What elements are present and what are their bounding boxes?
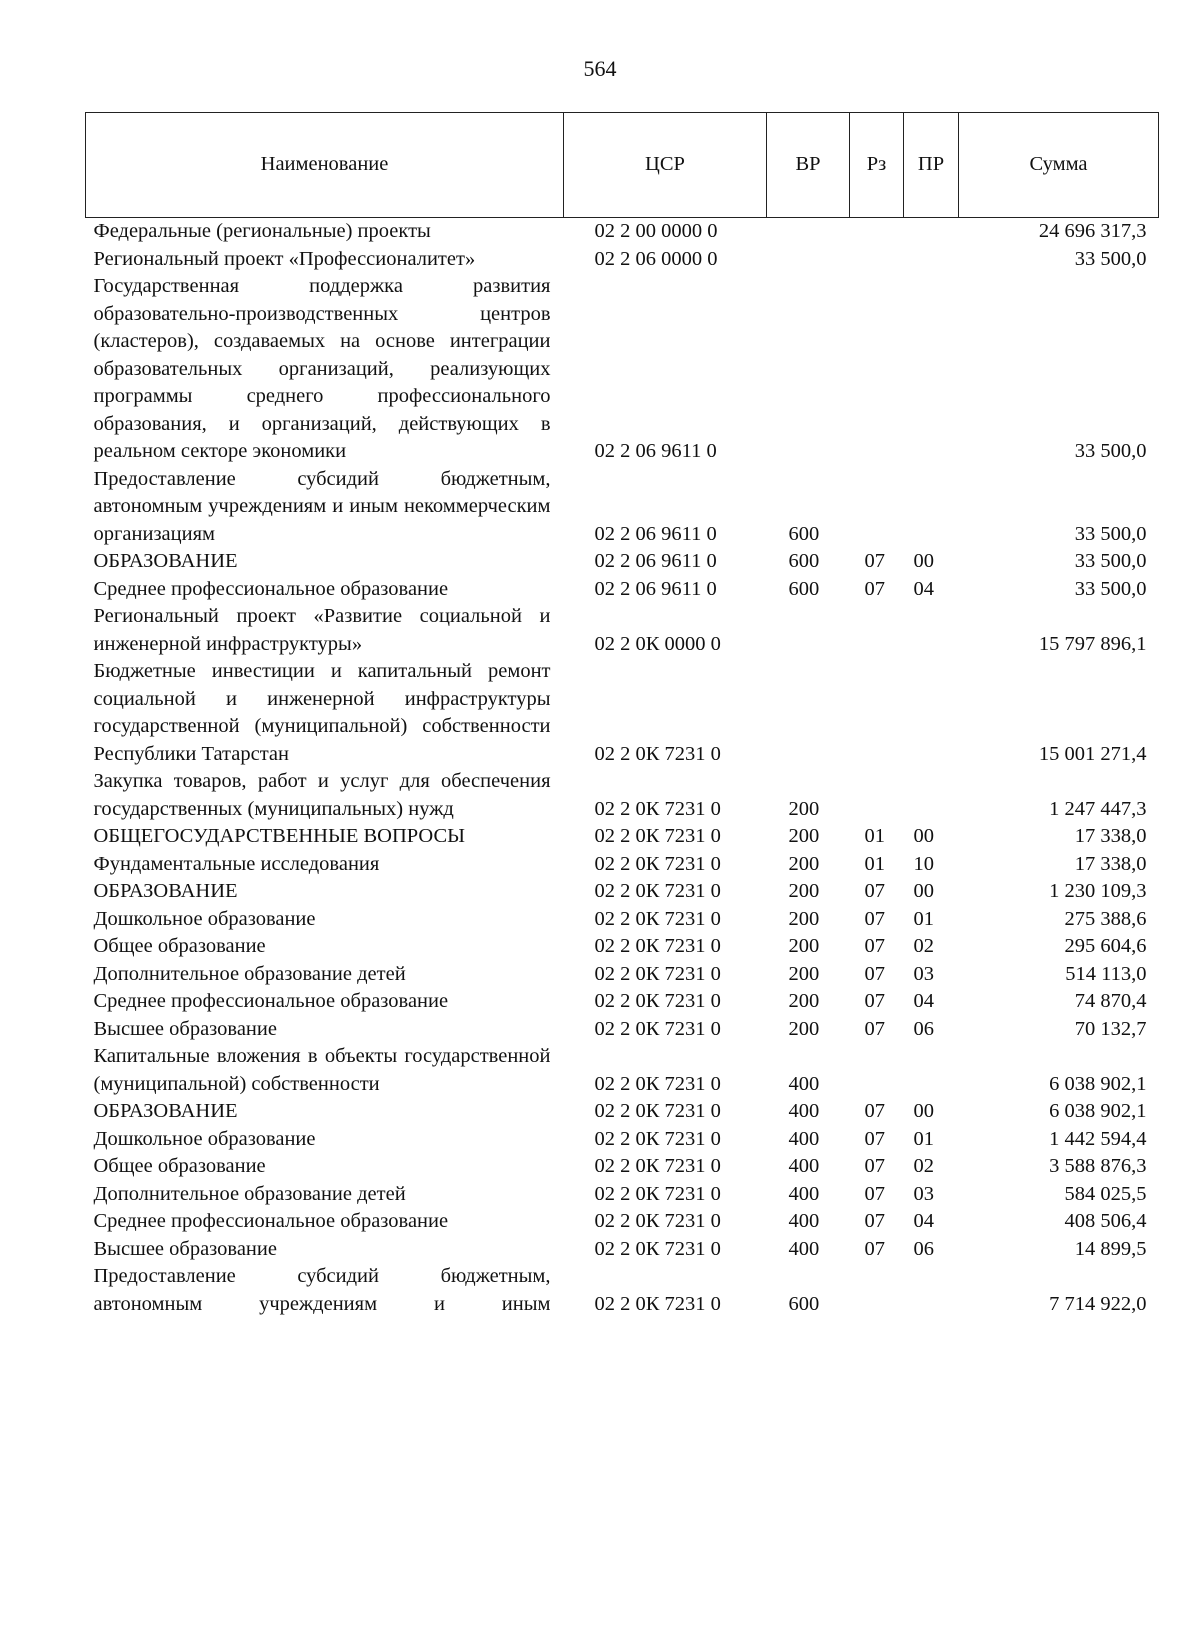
cell-sum: 295 604,6 [1064,935,1147,957]
cell-rz: 07 [864,1155,885,1177]
table-row [86,1043,1159,1098]
cell-sum: 7 714 922,0 [1049,1292,1147,1315]
cell-sum: 15 797 896,1 [1038,632,1147,655]
page-number: 564 [583,56,617,81]
table-row [86,1016,1159,1044]
cell-csr: 02 2 0К 7231 0 [594,1127,721,1150]
cell-vr: 400 [788,1072,820,1095]
cell-name: Общее образование [93,935,266,957]
cell-pr [904,1043,959,1098]
table-row [86,988,1159,1016]
cell-name: Общее образование [93,1155,266,1177]
cell-csr: 02 2 0К 7231 0 [594,880,721,902]
header-name: Наименование [86,113,564,218]
cell-csr: 02 2 0К 7231 0 [594,1155,721,1177]
cell-name: Государственная поддержка развития образовательно-производственных центров (кластеров), создаваемых на основе интеграции образовательных организаций, реализующих программы среднего профессионального образования, и организаций, действующих в реальном секторе экономики [93,275,551,462]
table-row [86,1153,1159,1181]
cell-sum: 1 247 447,3 [1049,797,1147,820]
cell-rz: 01 [864,852,885,875]
cell-pr [904,768,959,823]
table-header [86,113,1159,218]
cell-pr: 04 [913,577,934,600]
cell-name: Предоставление субсидий бюджетным, автономным учреждениям и иным [93,1265,551,1315]
cell-name: Дошкольное образование [93,907,316,930]
cell-csr: 02 2 0К 7231 0 [594,1072,721,1095]
cell-vr: 400 [788,1210,820,1232]
table-row [86,1208,1159,1236]
header-pr: ПР [904,113,959,218]
cell-name: ОБРАЗОВАНИЕ [93,550,238,572]
cell-vr: 600 [788,550,820,572]
cell-name: Федеральные (региональные) проекты [93,220,431,242]
cell-csr: 02 2 0К 7231 0 [594,1237,721,1260]
cell-vr: 200 [788,880,820,902]
table-row [86,466,1159,549]
cell-vr: 400 [788,1182,820,1205]
cell-csr: 02 2 0К 7231 0 [594,797,721,820]
cell-sum: 1 442 594,4 [1049,1127,1147,1150]
cell-pr [904,466,959,549]
cell-csr: 02 2 0К 7231 0 [594,1100,721,1122]
cell-vr: 400 [788,1100,820,1122]
cell-pr [904,246,959,274]
cell-rz: 07 [864,1237,885,1260]
header-vr: ВР [767,113,850,218]
cell-sum: 33 500,0 [1074,550,1147,572]
cell-csr: 02 2 0К 7231 0 [594,852,721,875]
cell-pr [904,273,959,466]
cell-pr: 04 [913,990,934,1012]
cell-csr: 02 2 0К 7231 0 [594,907,721,930]
table-row [86,576,1159,604]
table-row [86,1181,1159,1209]
cell-vr: 200 [788,1017,820,1040]
cell-vr [767,603,850,658]
cell-sum: 3 588 876,3 [1049,1155,1147,1177]
cell-rz [850,218,904,246]
cell-vr: 200 [788,935,820,957]
cell-name: Капитальные вложения в объекты государственной (муниципальной) собственности [93,1045,551,1095]
cell-sum: 33 500,0 [1074,522,1147,545]
cell-csr: 02 2 0К 7231 0 [594,1292,721,1315]
cell-name: Среднее профессиональное образование [93,1210,449,1232]
cell-sum: 15 001 271,4 [1038,742,1147,765]
table-row [86,1126,1159,1154]
cell-rz: 07 [864,990,885,1012]
cell-vr [767,658,850,768]
cell-vr [767,218,850,246]
table-row [86,658,1159,768]
cell-sum: 17 338,0 [1074,825,1147,847]
cell-pr: 00 [913,880,934,902]
table-row [86,1098,1159,1126]
cell-name: Закупка товаров, работ и услуг для обеспечения государственных (муниципальных) нужд [93,770,551,820]
table-row [86,218,1159,246]
cell-csr: 02 2 06 9611 0 [594,577,717,600]
cell-name: Дошкольное образование [93,1127,316,1150]
cell-name: Дополнительное образование детей [93,1182,406,1205]
cell-pr [904,658,959,768]
cell-csr: 02 2 06 0000 0 [594,247,718,270]
cell-vr: 200 [788,825,820,847]
cell-name: Высшее образование [93,1237,277,1260]
cell-pr: 03 [913,962,934,985]
table-row [86,1263,1159,1318]
cell-pr: 01 [913,907,934,930]
header-sum: Сумма [959,113,1159,218]
cell-sum: 24 696 317,3 [1038,220,1147,242]
cell-csr: 02 2 06 9611 0 [594,550,717,572]
cell-vr: 400 [788,1237,820,1260]
cell-csr: 02 2 0К 0000 0 [594,632,721,655]
cell-sum: 1 230 109,3 [1049,880,1147,902]
cell-rz [850,1043,904,1098]
cell-pr: 06 [913,1017,934,1040]
table-row [86,878,1159,906]
cell-sum: 6 038 902,1 [1049,1100,1147,1122]
cell-sum: 33 500,0 [1074,440,1147,462]
cell-csr: 02 2 0К 7231 0 [594,962,721,985]
cell-pr: 03 [913,1182,934,1205]
cell-vr: 200 [788,852,820,875]
cell-sum: 33 500,0 [1074,247,1147,270]
cell-rz [850,603,904,658]
table-row [86,603,1159,658]
cell-rz: 07 [864,935,885,957]
cell-rz [850,273,904,466]
cell-name: Дополнительное образование детей [93,962,406,985]
table-row [86,246,1159,274]
cell-csr: 02 2 06 9611 0 [594,440,717,462]
budget-table [85,112,1159,1318]
cell-sum: 584 025,5 [1064,1182,1147,1205]
cell-csr: 02 2 0К 7231 0 [594,825,721,847]
cell-sum: 17 338,0 [1074,852,1147,875]
cell-vr: 400 [788,1127,820,1150]
table-row [86,273,1159,466]
table-row [86,851,1159,879]
table-body [86,218,1159,1319]
cell-name: ОБЩЕГОСУДАРСТВЕННЫЕ ВОПРОСЫ [93,825,466,847]
cell-sum: 74 870,4 [1074,990,1147,1012]
cell-pr: 00 [913,825,934,847]
cell-name: Региональный проект «Развитие социальной и инженерной инфраструктуры» [93,605,551,655]
cell-csr: 02 2 0К 7231 0 [594,935,721,957]
cell-rz [850,466,904,549]
cell-vr: 600 [788,522,820,545]
cell-sum: 70 132,7 [1074,1017,1147,1040]
cell-vr: 200 [788,797,820,820]
cell-sum: 14 899,5 [1074,1237,1147,1260]
cell-rz [850,768,904,823]
cell-pr: 02 [913,935,934,957]
cell-vr [767,246,850,274]
table-row [86,906,1159,934]
table-row [86,823,1159,851]
cell-rz: 07 [864,1100,885,1122]
cell-rz: 07 [864,577,885,600]
cell-vr: 200 [788,907,820,930]
cell-rz: 07 [864,907,885,930]
cell-csr: 02 2 0К 7231 0 [594,742,721,765]
cell-pr [904,1263,959,1318]
cell-vr: 600 [788,577,820,600]
cell-sum: 408 506,4 [1064,1210,1147,1232]
cell-rz [850,658,904,768]
cell-vr: 400 [788,1155,820,1177]
cell-pr: 00 [913,1100,934,1122]
cell-csr: 02 2 0К 7231 0 [594,990,721,1012]
cell-name: Предоставление субсидий бюджетным, автономным учреждениям и иным некоммерческим организациям [93,467,551,545]
cell-pr [904,603,959,658]
cell-rz: 07 [864,962,885,985]
cell-vr: 200 [788,990,820,1012]
table-row [86,548,1159,576]
cell-sum: 6 038 902,1 [1049,1072,1147,1095]
cell-csr: 02 2 0К 7231 0 [594,1182,721,1205]
header-csr: ЦСР [564,113,767,218]
cell-pr [904,218,959,246]
table-row [86,933,1159,961]
cell-pr: 06 [913,1237,934,1260]
cell-pr: 10 [913,852,934,875]
cell-sum: 275 388,6 [1064,907,1147,930]
cell-name: ОБРАЗОВАНИЕ [93,1100,238,1122]
cell-pr: 02 [913,1155,934,1177]
cell-csr: 02 2 0К 7231 0 [594,1210,721,1232]
cell-csr: 02 2 00 0000 0 [594,220,718,242]
cell-vr: 600 [788,1292,820,1315]
table-row [86,768,1159,823]
cell-name: Среднее профессиональное образование [93,577,449,600]
cell-rz: 07 [864,1210,885,1232]
cell-sum: 33 500,0 [1074,577,1147,600]
cell-sum: 514 113,0 [1065,962,1147,985]
cell-name: Среднее профессиональное образование [93,990,449,1012]
cell-name: Фундаментальные исследования [93,852,380,875]
cell-csr: 02 2 06 9611 0 [594,522,717,545]
cell-rz: 07 [864,1182,885,1205]
cell-vr: 200 [788,962,820,985]
cell-rz: 01 [864,825,885,847]
cell-name: Региональный проект «Профессионалитет» [93,247,476,270]
cell-rz: 07 [864,1127,885,1150]
cell-name: Высшее образование [93,1017,277,1040]
cell-rz: 07 [864,1017,885,1040]
cell-name: Бюджетные инвестиции и капитальный ремонт социальной и инженерной инфраструктуры государственной (муниципальной) собственности Республики Татарстан [93,660,551,765]
header-rz: Рз [850,113,904,218]
table-row [86,1236,1159,1264]
table-row [86,961,1159,989]
cell-rz: 07 [864,550,885,572]
cell-rz: 07 [864,880,885,902]
cell-vr [767,273,850,466]
cell-pr: 04 [913,1210,934,1232]
cell-rz [850,246,904,274]
cell-pr: 01 [913,1127,934,1150]
cell-name: ОБРАЗОВАНИЕ [93,880,238,902]
cell-csr: 02 2 0К 7231 0 [594,1017,721,1040]
cell-pr: 00 [913,550,934,572]
cell-rz [850,1263,904,1318]
